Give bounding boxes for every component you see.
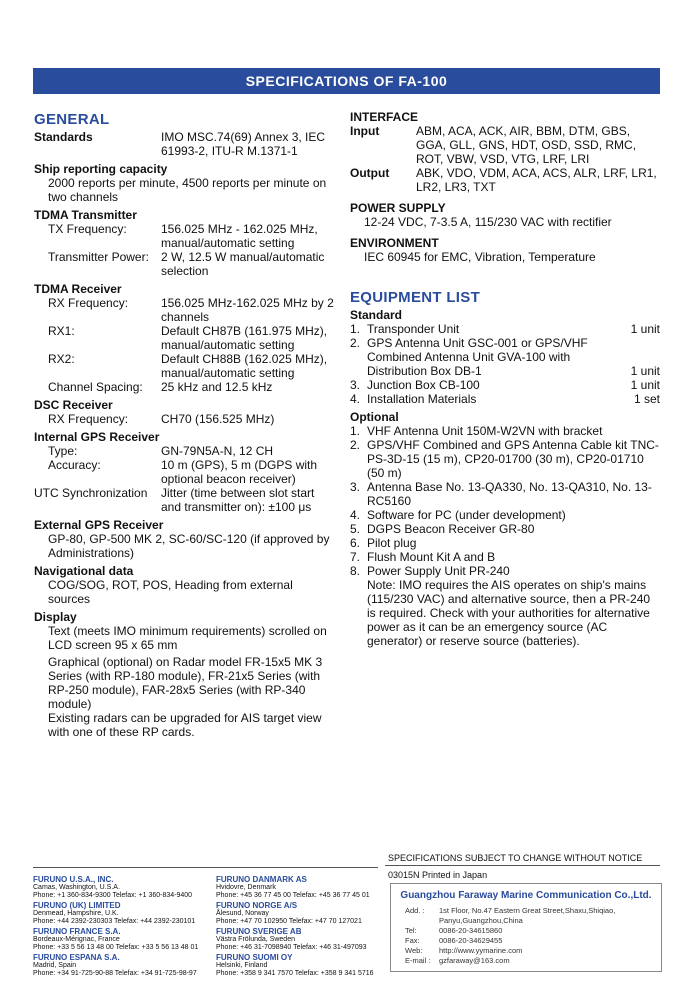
- dealer-phone: Phone: +46 31-7098940 Telefax: +46 31-497093: [216, 944, 367, 951]
- dealer-phone: Phone: +44 2392-230303 Telefax: +44 2392-230101: [33, 918, 196, 925]
- input-sentences: ABM, ACA, ACK, AIR, BBM, DTM, GBS, GGA, GLL, GNS, HDT, OSD, SSD, RMC, ROT, VBW, VSD, VTG, LRF, LRI: [416, 124, 637, 166]
- optional-item: [350, 438, 660, 480]
- ship-reporting-value: 2000 reports per minute, 4500 reports per minute on two channels: [48, 176, 327, 204]
- environment-heading: ENVIRONMENT: [350, 236, 439, 250]
- item-text: Installation Materials: [367, 392, 477, 406]
- rx1-value: Default CH87B (161.975 MHz), manual/automatic setting: [161, 324, 328, 352]
- gps-type-label: Type:: [48, 444, 78, 458]
- rx1-label: RX1:: [48, 324, 75, 338]
- fax-label: Fax:: [405, 936, 420, 945]
- rx2-label: RX2:: [48, 352, 75, 366]
- item-number: 7.: [350, 550, 361, 564]
- dealer-city: Madrid, Spain: [33, 962, 77, 969]
- tx-power-label: Transmitter Power:: [48, 250, 149, 264]
- rx-frequency-label: RX Frequency:: [48, 296, 129, 310]
- rx2-value: Default CH88B (162.025 MHz), manual/automatic setting: [161, 352, 328, 380]
- standard-item: [350, 336, 660, 378]
- item-text: Antenna Base No. 13-QA330, No. 13-QA310, No. 13-RC5160: [367, 480, 652, 508]
- general-column: [34, 108, 334, 739]
- utc-sync-label: UTC Synchronization: [34, 486, 148, 500]
- standards-label: Standards: [34, 130, 93, 144]
- address-line-2: Panyu,Guangzhou,China: [439, 916, 523, 925]
- dsc-frequency-value: CH70 (156.525 MHz): [161, 412, 275, 426]
- item-text: Pilot plug: [367, 536, 417, 550]
- email-label: E-mail :: [405, 956, 431, 965]
- dealer-name: FURUNO SUOMI OY: [216, 953, 293, 962]
- dealer-phone: Phone: +45 36 77 45 00 Telefax: +45 36 77 45 01: [216, 892, 370, 899]
- item-text: GPS/VHF Combined and GPS Antenna Cable kit TNC-PS-3D-15 (15 m), CP20-01700 (30 m), CP20-01710 (50 m): [367, 438, 659, 480]
- rx1-row: [34, 324, 334, 352]
- footer-divider: [385, 865, 660, 866]
- display-text-paragraph: Text (meets IMO minimum requirements) scrolled on LCD screen 95 x 65 mm: [48, 624, 327, 652]
- web-link[interactable]: http://www.yymarine.com: [439, 946, 523, 955]
- item-number: 2.: [350, 336, 361, 350]
- dealer-name: FURUNO (UK) LIMITED: [33, 901, 121, 910]
- item-quantity: 1 set: [633, 392, 660, 406]
- channel-spacing-label: Channel Spacing:: [48, 380, 143, 394]
- item-number: 5.: [350, 522, 361, 536]
- dealer-city: Västra Frölunda, Sweden: [216, 936, 295, 943]
- gps-type-row: [34, 444, 334, 458]
- item-number: 4.: [350, 508, 361, 522]
- gps-accuracy-row: [34, 458, 334, 486]
- dealer-phone: Phone: +47 70 102950 Telefax: +47 70 127021: [216, 918, 362, 925]
- item-text: Flush Mount Kit A and B: [367, 550, 496, 564]
- display-upgrade-paragraph: Existing radars can be upgraded for AIS target view with one of these RP cards.: [48, 711, 322, 739]
- output-sentences: ABK, VDO, VDM, ACA, ACS, ALR, LRF, LR1, LR2, LR3, TXT: [416, 166, 657, 194]
- dsc-receiver-label: DSC Receiver: [34, 398, 113, 412]
- email-link[interactable]: gzfaraway@163.com: [439, 956, 510, 965]
- tx-power-row: [34, 250, 334, 278]
- item-text: Transponder Unit: [367, 322, 460, 336]
- dealer-city: Ålesund, Norway: [216, 910, 269, 917]
- standard-label: Standard: [350, 308, 403, 322]
- tx-frequency-label: TX Frequency:: [48, 222, 127, 236]
- standard-equipment-list: [350, 322, 660, 406]
- dealer-entry: [33, 953, 198, 978]
- item-text: Junction Box CB-100: [367, 378, 480, 392]
- fax-value: 0086-20-34629455: [439, 936, 503, 945]
- item-number: 1.: [350, 424, 361, 438]
- tx-frequency-value: 156.025 MHz - 162.025 MHz, manual/automatic setting: [161, 222, 318, 250]
- page-banner-title: SPECIFICATIONS OF FA-100: [33, 68, 660, 94]
- dealer-city: Denmead, Hampshire, U.K.: [33, 910, 119, 917]
- navigational-data-value: COG/SOG, ROT, POS, Heading from external sources: [48, 578, 293, 606]
- internal-gps-label: Internal GPS Receiver: [34, 430, 160, 444]
- item-text: Power Supply Unit PR-240: [367, 564, 510, 578]
- dealer-city: Helsinki, Finland: [216, 962, 268, 969]
- optional-label: Optional: [350, 410, 399, 424]
- item-number: 2.: [350, 438, 361, 452]
- optional-item: [350, 564, 660, 578]
- dealer-name: FURUNO ESPANA S.A.: [33, 953, 120, 962]
- distributor-box: [390, 883, 662, 972]
- tel-label: Tel:: [405, 926, 417, 935]
- dealer-entry: [216, 927, 374, 952]
- ship-reporting-label: Ship reporting capacity: [34, 162, 168, 176]
- item-quantity: 1 unit: [630, 322, 660, 336]
- dealer-phone: Phone: +1 360-834-9300 Telefax: +1 360-834-9400: [33, 892, 193, 899]
- item-number: 8.: [350, 564, 361, 578]
- footer-rule: [33, 867, 378, 868]
- display-label: Display: [34, 610, 77, 624]
- equipment-list-heading: EQUIPMENT LIST: [350, 289, 481, 306]
- standards-value: IMO MSC.74(69) Annex 3, IEC 61993-2, ITU-R M.1371-1: [161, 130, 326, 158]
- gps-type-value: GN-79N5A-N, 12 CH: [161, 444, 274, 458]
- item-number: 3.: [350, 378, 361, 392]
- interface-heading: INTERFACE: [350, 110, 419, 124]
- optional-item: [350, 480, 660, 508]
- power-supply-heading: POWER SUPPLY: [350, 201, 446, 215]
- gps-accuracy-value: 10 m (GPS), 5 m (DGPS with optional beacon receiver): [161, 458, 318, 486]
- channel-spacing-value: 25 kHz and 12.5 kHz: [161, 380, 273, 394]
- power-supply-value: 12-24 VDC, 7-3.5 A, 115/230 VAC with rectifier: [364, 215, 612, 229]
- rx-frequency-row: [34, 296, 334, 324]
- navigational-data-label: Navigational data: [34, 564, 134, 578]
- display-graphical-paragraph: Graphical (optional) on Radar model FR-15x5 MK 3 Series (with RP-180 module), FR-21x5 Series (with RP-250 module), FAR-28x5 Series (with RP-340 module): [48, 655, 323, 711]
- environment-value: IEC 60945 for EMC, Vibration, Temperature: [364, 250, 596, 264]
- rx2-row: [34, 352, 334, 380]
- dsc-frequency-label: RX Frequency:: [48, 412, 129, 426]
- dealer-entry: [216, 901, 374, 926]
- external-gps-label: External GPS Receiver: [34, 518, 164, 532]
- tx-frequency-row: [34, 222, 334, 250]
- item-quantity: 1 unit: [630, 378, 660, 392]
- disclaimer-text: SPECIFICATIONS SUBJECT TO CHANGE WITHOUT NOTICE: [388, 853, 643, 863]
- standard-item: [350, 378, 660, 392]
- rx-frequency-value: 156.025 MHz-162.025 MHz by 2 channels: [161, 296, 334, 324]
- web-label: Web:: [405, 946, 423, 955]
- optional-item: [350, 550, 660, 564]
- input-label: Input: [350, 124, 380, 138]
- external-gps-value: GP-80, GP-500 MK 2, SC-60/SC-120 (if approved by Administrations): [48, 532, 330, 560]
- dealer-phone: Phone: +33 5 56 13 48 00 Telefax: +33 5 56 13 48 01: [33, 944, 199, 951]
- address-label: Add. :: [405, 906, 425, 915]
- gps-accuracy-label: Accuracy:: [48, 458, 101, 472]
- dealer-city: Camas, Washington, U.S.A.: [33, 884, 120, 891]
- item-text: GPS Antenna Unit GSC-001 or GPS/VHF Combined Antenna Unit GVA-100 with Distribution Box DB-1: [367, 336, 588, 378]
- dealer-name: FURUNO U.S.A., INC.: [33, 875, 114, 884]
- dealer-entry: [33, 927, 198, 952]
- dealer-column-1: [33, 875, 198, 979]
- dealer-name: FURUNO DANMARK AS: [216, 875, 307, 884]
- dealer-entry: [33, 901, 198, 926]
- print-code: 03015N Printed in Japan: [388, 870, 488, 880]
- utc-sync-value: Jitter (time between slot start and transmitter on): ±100 μs: [161, 486, 315, 514]
- item-text: DGPS Beacon Receiver GR-80: [367, 522, 535, 536]
- address-line-1: 1st Floor, No.47 Eastern Great Street,Shaxu,Shiqiao,: [439, 906, 616, 915]
- dealer-entry: [216, 953, 374, 978]
- channel-spacing-row: [34, 380, 334, 394]
- dealer-city: Bordeaux-Mérignac, France: [33, 936, 120, 943]
- item-text: Software for PC (under development): [367, 508, 566, 522]
- dealer-phone: Phone: +358 9 341 7570 Telefax: +358 9 341 5716: [216, 970, 374, 977]
- tdma-rx-label: TDMA Receiver: [34, 282, 122, 296]
- interface-column: [350, 108, 660, 648]
- dealer-name: FURUNO FRANCE S.A.: [33, 927, 121, 936]
- output-row: [350, 166, 660, 194]
- distributor-name: Guangzhou Faraway Marine Communication Co.,Ltd.: [400, 890, 652, 901]
- standards-row: [34, 130, 334, 158]
- dealer-city: Hvidovre, Denmark: [216, 884, 276, 891]
- item-number: 3.: [350, 480, 361, 494]
- dealer-phone: Phone: +34 91-725-90-88 Telefax: +34 91-725-98-97: [33, 970, 197, 977]
- input-row: [350, 124, 660, 166]
- dealer-column-2: [216, 875, 374, 979]
- imo-note: Note: IMO requires the AIS operates on ship's mains (115/230 VAC) and alternative source, then a PR-240 is required. Check with your authorities for alternative power as it can be an emergency source (AC generator) or reserve source (batteries).: [367, 578, 651, 648]
- item-quantity: 1 unit: [630, 364, 660, 378]
- optional-equipment-list: [350, 424, 660, 578]
- dealer-name: FURUNO SVERIGE AB: [216, 927, 302, 936]
- dealer-entry: [33, 875, 198, 900]
- standard-item: [350, 322, 660, 336]
- item-number: 1.: [350, 322, 361, 336]
- optional-item: [350, 536, 660, 550]
- standard-item: [350, 392, 660, 406]
- dsc-frequency-row: [34, 412, 334, 426]
- optional-item: [350, 508, 660, 522]
- item-number: 6.: [350, 536, 361, 550]
- tdma-tx-label: TDMA Transmitter: [34, 208, 137, 222]
- tx-power-value: 2 W, 12.5 W manual/automatic selection: [161, 250, 325, 278]
- tel-value: 0086-20-34615860: [439, 926, 503, 935]
- item-number: 4.: [350, 392, 361, 406]
- optional-item: [350, 424, 660, 438]
- dealer-entry: [216, 875, 374, 900]
- dealer-name: FURUNO NORGE A/S: [216, 901, 298, 910]
- output-label: Output: [350, 166, 390, 180]
- item-text: VHF Antenna Unit 150M-W2VN with bracket: [367, 424, 603, 438]
- optional-item: [350, 522, 660, 536]
- utc-sync-row: [34, 486, 334, 514]
- general-heading: GENERAL: [34, 111, 110, 128]
